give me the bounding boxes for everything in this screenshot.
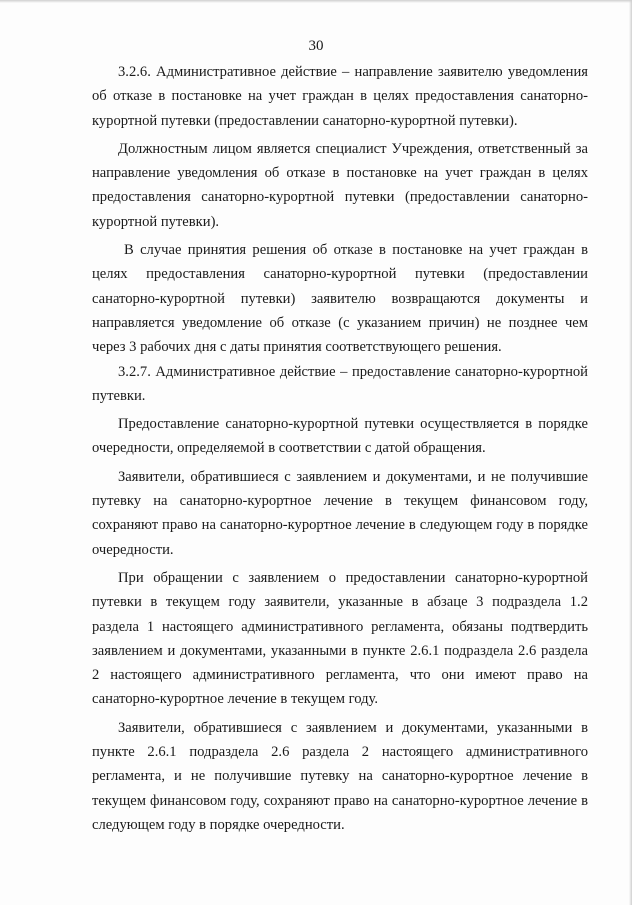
paragraph-current-year-confirmation: При обращении с заявлением о предоставлении санаторно-курортной путевки в текущем году заявители, указанные в абзаце 3 подраздела 1.2 раздела 1 настоящего административного регламента, обязаны подтвердить заявлением и документами, указанными в пункте 2.6.1 подраздела 2.6 раздела 2 настоящего административного регламента, что они имеют право на санаторно-курортное лечение в текущем году. bbox=[92, 569, 588, 708]
paragraph-applicants-next-year: Заявители, обратившиеся с заявлением и документами, указанными в пункте 2.6.1 подраздела 2.6 раздела 2 настоящего административного регламента, и не получившие путевку на санаторно-курортное лечение в текущем финансовом году, сохраняют право на санаторно-курортное лечение в следующем году в порядке очередности. bbox=[92, 719, 588, 833]
paragraph-3-2-7: 3.2.7. Административное действие – предоставление санаторно-курортной путевки. bbox=[92, 363, 588, 404]
document-body bbox=[92, 60, 588, 837]
paragraph-refusal-case: В случае принятия решения об отказе в постановке на учет граждан в целях предоставления санаторно-курортной путевки (предоставлении санаторно-курортной путевки) заявителю возвращаются документы и направляется уведомление об отказе (с указанием причин) не позднее чем через 3 рабочих дня с даты принятия соответствующего решения. bbox=[92, 242, 588, 356]
paragraph-applicants-retain-right: Заявители, обратившиеся с заявлением и документами, и не получившие путевку на санаторно-курортное лечение в текущем финансовом году, сохраняют право на санаторно-курортное лечение в следующем году в порядке очередности. bbox=[92, 468, 588, 558]
scan-edge-top bbox=[0, 0, 632, 3]
paragraph-queue-order: Предоставление санаторно-курортной путевки осуществляется в порядке очередности, определяемой в соответствии с датой обращения. bbox=[92, 416, 588, 457]
paragraph-responsible-official: Должностным лицом является специалист Учреждения, ответственный за направление уведомления об отказе в постановке на учет граждан в целях предоставления санаторно-курортной путевки (предоставлении санаторно-курортной путевки). bbox=[92, 140, 588, 230]
page-number: 30 bbox=[308, 38, 324, 54]
paragraph-3-2-6: 3.2.6. Административное действие – направление заявителю уведомления об отказе в постановке на учет граждан в целях предоставления санаторно-курортной путевки (предоставлении санаторно-курортной путевки). bbox=[92, 64, 588, 129]
